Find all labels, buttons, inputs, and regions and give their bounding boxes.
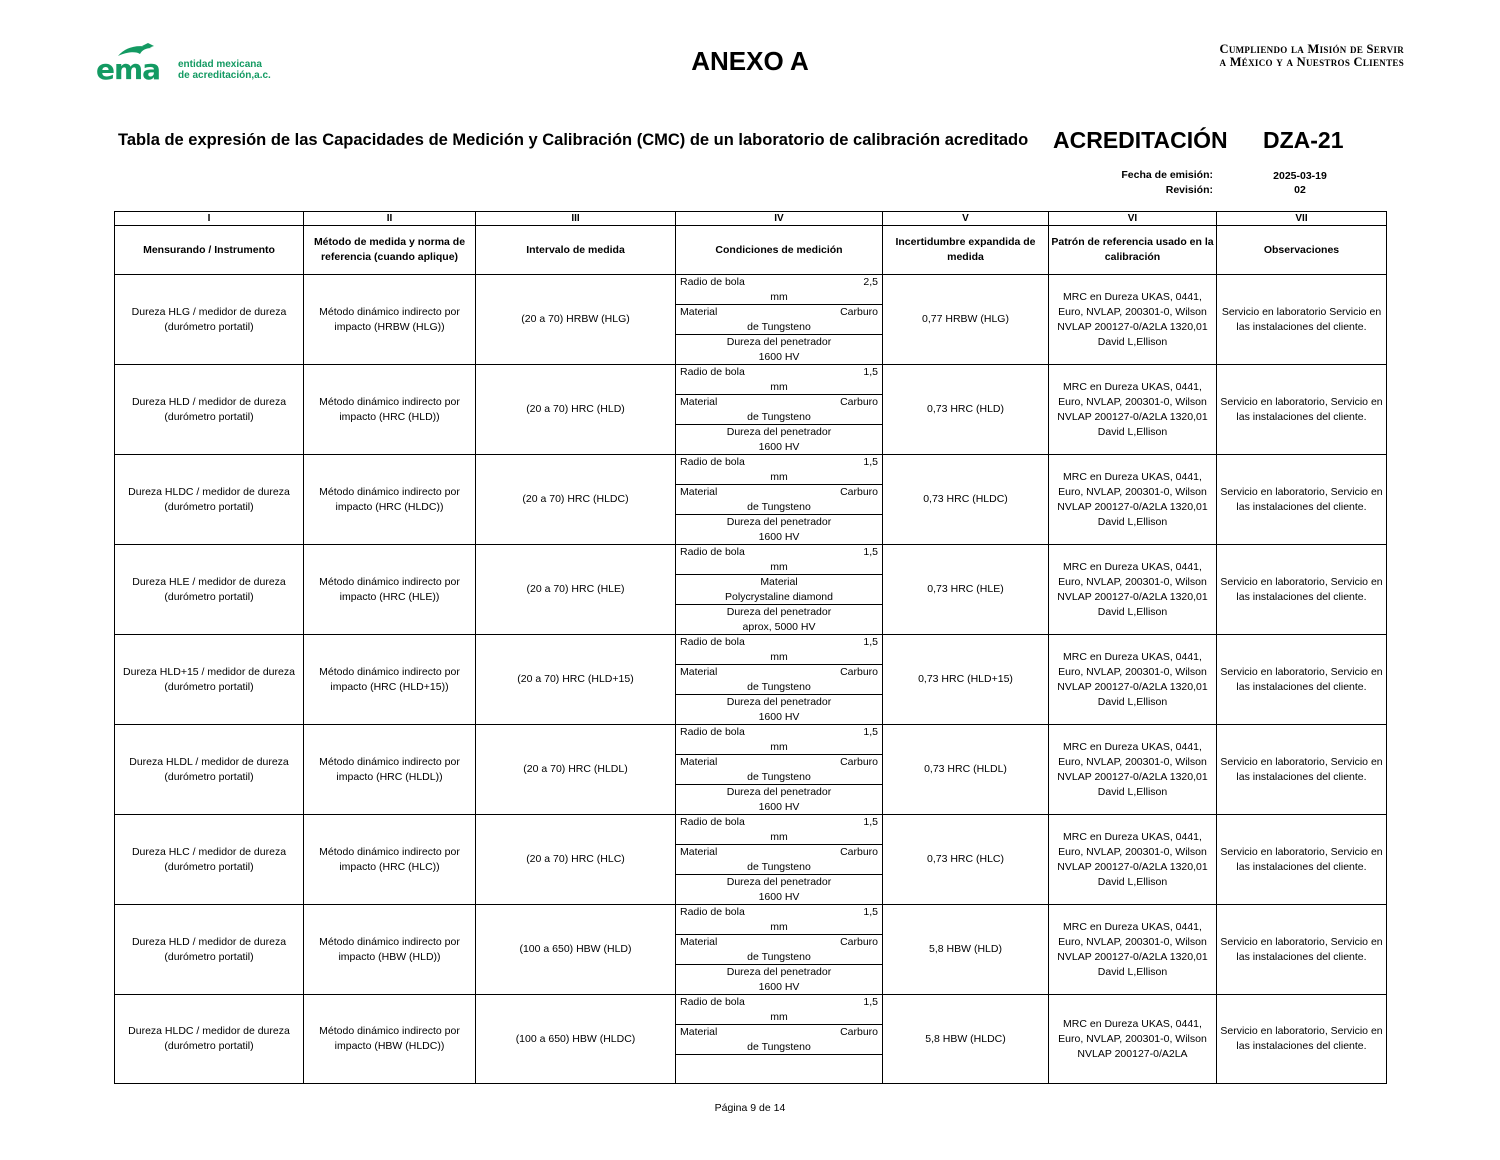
cell-metodo: Método dinámico indirecto por impacto (HRC (HLD))	[304, 365, 476, 455]
cell-penetrador	[676, 875, 883, 905]
logo-line2: de acreditación,a.c.	[178, 70, 271, 81]
material-value: Carburo	[840, 396, 878, 408]
fecha-label: Fecha de emisión:	[1121, 169, 1213, 181]
cell-intervalo: (20 a 70) HRC (HLD)	[476, 365, 676, 455]
cell-penetrador	[676, 1055, 883, 1084]
radio-value: 1,5	[863, 816, 878, 828]
cell-metodo: Método dinámico indirecto por impacto (HBW (HLDC))	[304, 995, 476, 1084]
table-row	[115, 815, 1387, 845]
header-incertidumbre: Incertidumbre expandida de medida	[883, 226, 1049, 275]
cell-radio	[676, 455, 883, 485]
cmc-table	[114, 211, 1387, 1084]
cell-instrumento: Dureza HLE / medidor de dureza (durómetro portatil)	[115, 545, 304, 635]
cell-incertidumbre: 0,73 HRC (HLC)	[883, 815, 1049, 905]
header-observaciones: Observaciones	[1217, 226, 1387, 275]
cell-incertidumbre: 0,73 HRC (HLD)	[883, 365, 1049, 455]
cell-material	[676, 485, 883, 515]
material-value: Carburo	[840, 846, 878, 858]
roman-v: V	[883, 212, 1049, 226]
cell-material	[676, 935, 883, 965]
cell-observaciones: Servicio en laboratorio, Servicio en las instalaciones del cliente.	[1217, 815, 1387, 905]
table-row	[115, 995, 1387, 1025]
cell-radio	[676, 275, 883, 305]
acreditacion-label: ACREDITACIÓN	[1053, 127, 1228, 153]
cell-observaciones: Servicio en laboratorio, Servicio en las instalaciones del cliente.	[1217, 995, 1387, 1084]
cell-observaciones: Servicio en laboratorio Servicio en las instalaciones del cliente.	[1217, 275, 1387, 365]
cell-radio	[676, 365, 883, 395]
cell-incertidumbre: 0,73 HRC (HLD+15)	[883, 635, 1049, 725]
material-label: Material	[680, 396, 718, 408]
cell-patron: MRC en Dureza UKAS, 0441, Euro, NVLAP, 200301-0, Wilson NVLAP 200127-0/A2LA 1320,01 David L,Ellison	[1049, 815, 1217, 905]
material-label: Material	[760, 576, 798, 588]
acreditacion-code: DZA-21	[1263, 127, 1344, 153]
table-row	[115, 275, 1387, 305]
material-label: Material	[680, 306, 718, 318]
cell-metodo: Método dinámico indirecto por impacto (HRC (HLE))	[304, 545, 476, 635]
radio-label: Radio de bola	[680, 816, 745, 828]
material-label: Material	[680, 486, 718, 498]
penetrador-value: aprox, 5000 HV	[742, 620, 816, 633]
header-instrumento: Mensurando / Instrumento	[115, 226, 304, 275]
cell-instrumento: Dureza HLDC / medidor de dureza (durómetro portatil)	[115, 455, 304, 545]
cell-patron: MRC en Dureza UKAS, 0441, Euro, NVLAP, 200301-0, Wilson NVLAP 200127-0/A2LA	[1049, 995, 1217, 1084]
cell-incertidumbre: 0,73 HRC (HLE)	[883, 545, 1049, 635]
motto-line1: Cumpliendo la Misión de Servir	[1219, 42, 1404, 56]
cell-instrumento: Dureza HLD / medidor de dureza (durómetro portatil)	[115, 365, 304, 455]
page-number: Página 9 de 14	[714, 1102, 786, 1114]
cell-metodo: Método dinámico indirecto por impacto (HRBW (HLG))	[304, 275, 476, 365]
svg-text:ema: ema	[96, 53, 161, 86]
cell-observaciones: Servicio en laboratorio, Servicio en las instalaciones del cliente.	[1217, 725, 1387, 815]
cell-metodo: Método dinámico indirecto por impacto (HRC (HLDL))	[304, 725, 476, 815]
header-patron: Patrón de referencia usado en la calibración	[1049, 226, 1217, 275]
cell-incertidumbre: 0,73 HRC (HLDL)	[883, 725, 1049, 815]
cell-incertidumbre: 5,8 HBW (HLD)	[883, 905, 1049, 995]
radio-unit: mm	[770, 470, 788, 483]
header-condiciones: Condiciones de medición	[676, 226, 883, 275]
cell-radio	[676, 725, 883, 755]
radio-label: Radio de bola	[680, 456, 745, 468]
cell-patron: MRC en Dureza UKAS, 0441, Euro, NVLAP, 200301-0, Wilson NVLAP 200127-0/A2LA 1320,01 David L,Ellison	[1049, 905, 1217, 995]
radio-unit: mm	[770, 380, 788, 393]
cell-penetrador	[676, 695, 883, 725]
roman-iv: IV	[676, 212, 883, 226]
penetrador-label: Dureza del penetrador	[726, 426, 832, 438]
material-value: Carburo	[840, 1026, 878, 1038]
cell-intervalo: (20 a 70) HRC (HLDL)	[476, 725, 676, 815]
material-label: Material	[680, 666, 718, 678]
revision-value: 02	[1294, 184, 1306, 196]
radio-unit: mm	[770, 650, 788, 663]
cell-patron: MRC en Dureza UKAS, 0441, Euro, NVLAP, 200301-0, Wilson NVLAP 200127-0/A2LA 1320,01 David L,Ellison	[1049, 725, 1217, 815]
motto-line2: a México y a Nuestros Clientes	[1219, 55, 1404, 69]
cell-intervalo: (20 a 70) HRBW (HLG)	[476, 275, 676, 365]
cell-incertidumbre: 5,8 HBW (HLDC)	[883, 995, 1049, 1084]
material-value: Carburo	[840, 486, 878, 498]
material-cont: de Tungsteno	[747, 410, 811, 423]
cell-material	[676, 665, 883, 695]
cell-instrumento: Dureza HLC / medidor de dureza (durómetro portatil)	[115, 815, 304, 905]
radio-value: 1,5	[863, 546, 878, 558]
radio-label: Radio de bola	[680, 906, 745, 918]
cell-observaciones: Servicio en laboratorio, Servicio en las instalaciones del cliente.	[1217, 905, 1387, 995]
penetrador-label: Dureza del penetrador	[726, 696, 832, 708]
radio-label: Radio de bola	[680, 366, 745, 378]
penetrador-value: 1600 HV	[758, 800, 800, 813]
cell-observaciones: Servicio en laboratorio, Servicio en las instalaciones del cliente.	[1217, 455, 1387, 545]
radio-unit: mm	[770, 740, 788, 753]
cell-penetrador	[676, 335, 883, 365]
cell-material	[676, 305, 883, 335]
radio-unit: mm	[770, 920, 788, 933]
cell-intervalo: (100 a 650) HBW (HLDC)	[476, 995, 676, 1084]
cell-patron: MRC en Dureza UKAS, 0441, Euro, NVLAP, 200301-0, Wilson NVLAP 200127-0/A2LA 1320,01 David L,Ellison	[1049, 635, 1217, 725]
cell-penetrador	[676, 605, 883, 635]
cell-penetrador	[676, 965, 883, 995]
header-metodo: Método de medida y norma de referencia (cuando aplique)	[304, 226, 476, 275]
cell-intervalo: (100 a 650) HBW (HLD)	[476, 905, 676, 995]
cell-patron: MRC en Dureza UKAS, 0441, Euro, NVLAP, 200301-0, Wilson NVLAP 200127-0/A2LA 1320,01 David L,Ellison	[1049, 455, 1217, 545]
radio-value: 2,5	[863, 276, 878, 288]
radio-label: Radio de bola	[680, 726, 745, 738]
header-intervalo: Intervalo de medida	[476, 226, 676, 275]
cell-radio	[676, 905, 883, 935]
material-value: Carburo	[840, 936, 878, 948]
cell-incertidumbre: 0,73 HRC (HLDC)	[883, 455, 1049, 545]
table-row	[115, 905, 1387, 935]
table-row	[115, 365, 1387, 395]
cell-radio	[676, 635, 883, 665]
material-value: Carburo	[840, 756, 878, 768]
column-header-row	[115, 226, 1387, 275]
radio-label: Radio de bola	[680, 546, 745, 558]
radio-unit: mm	[770, 1010, 788, 1023]
penetrador-value: 1600 HV	[758, 350, 800, 363]
penetrador-label: Dureza del penetrador	[726, 876, 832, 888]
roman-header-row	[115, 212, 1387, 226]
penetrador-label: Dureza del penetrador	[726, 606, 832, 618]
material-cont: de Tungsteno	[747, 860, 811, 873]
cmc-table-container	[114, 211, 1386, 1060]
penetrador-value: 1600 HV	[758, 980, 800, 993]
penetrador-label: Dureza del penetrador	[726, 516, 832, 528]
radio-value: 1,5	[863, 726, 878, 738]
roman-vi: VI	[1049, 212, 1217, 226]
cell-metodo: Método dinámico indirecto por impacto (HRC (HLDC))	[304, 455, 476, 545]
material-cont: de Tungsteno	[747, 500, 811, 513]
revision-label: Revisión:	[1165, 184, 1213, 196]
cell-metodo: Método dinámico indirecto por impacto (HRC (HLC))	[304, 815, 476, 905]
table-row	[115, 725, 1387, 755]
cell-incertidumbre: 0,77 HRBW (HLG)	[883, 275, 1049, 365]
radio-value: 1,5	[863, 906, 878, 918]
fecha-value: 2025-03-19	[1273, 170, 1327, 182]
material-label: Material	[680, 1026, 718, 1038]
table-row	[115, 635, 1387, 665]
penetrador-value: 1600 HV	[758, 440, 800, 453]
material-cont: de Tungsteno	[747, 320, 811, 333]
roman-i: I	[115, 212, 304, 226]
cell-metodo: Método dinámico indirecto por impacto (HRC (HLD+15))	[304, 635, 476, 725]
material-value: Carburo	[840, 306, 878, 318]
cell-radio	[676, 545, 883, 575]
cell-instrumento: Dureza HLD+15 / medidor de dureza (durómetro portatil)	[115, 635, 304, 725]
material-cont: de Tungsteno	[747, 680, 811, 693]
cell-patron: MRC en Dureza UKAS, 0441, Euro, NVLAP, 200301-0, Wilson NVLAP 200127-0/A2LA 1320,01 David L,Ellison	[1049, 275, 1217, 365]
cell-instrumento: Dureza HLG / medidor de dureza (durómetro portatil)	[115, 275, 304, 365]
radio-unit: mm	[770, 830, 788, 843]
document-title: Tabla de expresión de las Capacidades de Medición y Calibración (CMC) de un laboratorio de calibración acreditado	[118, 131, 1029, 149]
material-cont: de Tungsteno	[747, 1040, 811, 1053]
radio-value: 1,5	[863, 366, 878, 378]
radio-unit: mm	[770, 290, 788, 303]
radio-label: Radio de bola	[680, 636, 745, 648]
cell-penetrador	[676, 425, 883, 455]
cell-intervalo: (20 a 70) HRC (HLC)	[476, 815, 676, 905]
cell-intervalo: (20 a 70) HRC (HLD+15)	[476, 635, 676, 725]
cell-metodo: Método dinámico indirecto por impacto (HBW (HLD))	[304, 905, 476, 995]
cell-intervalo: (20 a 70) HRC (HLDC)	[476, 455, 676, 545]
roman-vii: VII	[1217, 212, 1387, 226]
cell-penetrador	[676, 515, 883, 545]
penetrador-label: Dureza del penetrador	[726, 966, 832, 978]
table-row	[115, 455, 1387, 485]
penetrador-label: Dureza del penetrador	[726, 336, 832, 348]
radio-value: 1,5	[863, 456, 878, 468]
penetrador-value: 1600 HV	[758, 890, 800, 903]
material-label: Material	[680, 846, 718, 858]
penetrador-value: 1600 HV	[758, 530, 800, 543]
page-title: ANEXO A	[691, 46, 809, 76]
cell-radio	[676, 815, 883, 845]
radio-unit: mm	[770, 560, 788, 573]
roman-iii: III	[476, 212, 676, 226]
cell-material	[676, 395, 883, 425]
radio-label: Radio de bola	[680, 996, 745, 1008]
cell-instrumento: Dureza HLDL / medidor de dureza (durómetro portatil)	[115, 725, 304, 815]
cell-material	[676, 845, 883, 875]
cell-material	[676, 1025, 883, 1055]
cell-intervalo: (20 a 70) HRC (HLE)	[476, 545, 676, 635]
cell-material	[676, 575, 883, 605]
table-body	[115, 275, 1387, 1084]
material-cont: Polycrystaline diamond	[725, 590, 833, 603]
cell-observaciones: Servicio en laboratorio, Servicio en las instalaciones del cliente.	[1217, 365, 1387, 455]
motto	[1219, 43, 1404, 69]
material-label: Material	[680, 936, 718, 948]
material-cont: de Tungsteno	[747, 770, 811, 783]
cell-material	[676, 755, 883, 785]
penetrador-value: 1600 HV	[758, 710, 800, 723]
cell-patron: MRC en Dureza UKAS, 0441, Euro, NVLAP, 200301-0, Wilson NVLAP 200127-0/A2LA 1320,01 David L,Ellison	[1049, 365, 1217, 455]
logo-line1: entidad mexicana	[178, 59, 262, 70]
material-cont: de Tungsteno	[747, 950, 811, 963]
cell-penetrador	[676, 785, 883, 815]
cell-observaciones: Servicio en laboratorio, Servicio en las instalaciones del cliente.	[1217, 635, 1387, 725]
material-label: Material	[680, 756, 718, 768]
roman-ii: II	[304, 212, 476, 226]
cell-patron: MRC en Dureza UKAS, 0441, Euro, NVLAP, 200301-0, Wilson NVLAP 200127-0/A2LA 1320,01 David L,Ellison	[1049, 545, 1217, 635]
cell-observaciones: Servicio en laboratorio, Servicio en las instalaciones del cliente.	[1217, 545, 1387, 635]
cell-radio	[676, 995, 883, 1025]
radio-value: 1,5	[863, 636, 878, 648]
radio-value: 1,5	[863, 996, 878, 1008]
table-row	[115, 545, 1387, 575]
cell-instrumento: Dureza HLD / medidor de dureza (durómetro portatil)	[115, 905, 304, 995]
radio-label: Radio de bola	[680, 276, 745, 288]
cell-instrumento: Dureza HLDC / medidor de dureza (durómetro portatil)	[115, 995, 304, 1084]
material-value: Carburo	[840, 666, 878, 678]
penetrador-label: Dureza del penetrador	[726, 786, 832, 798]
